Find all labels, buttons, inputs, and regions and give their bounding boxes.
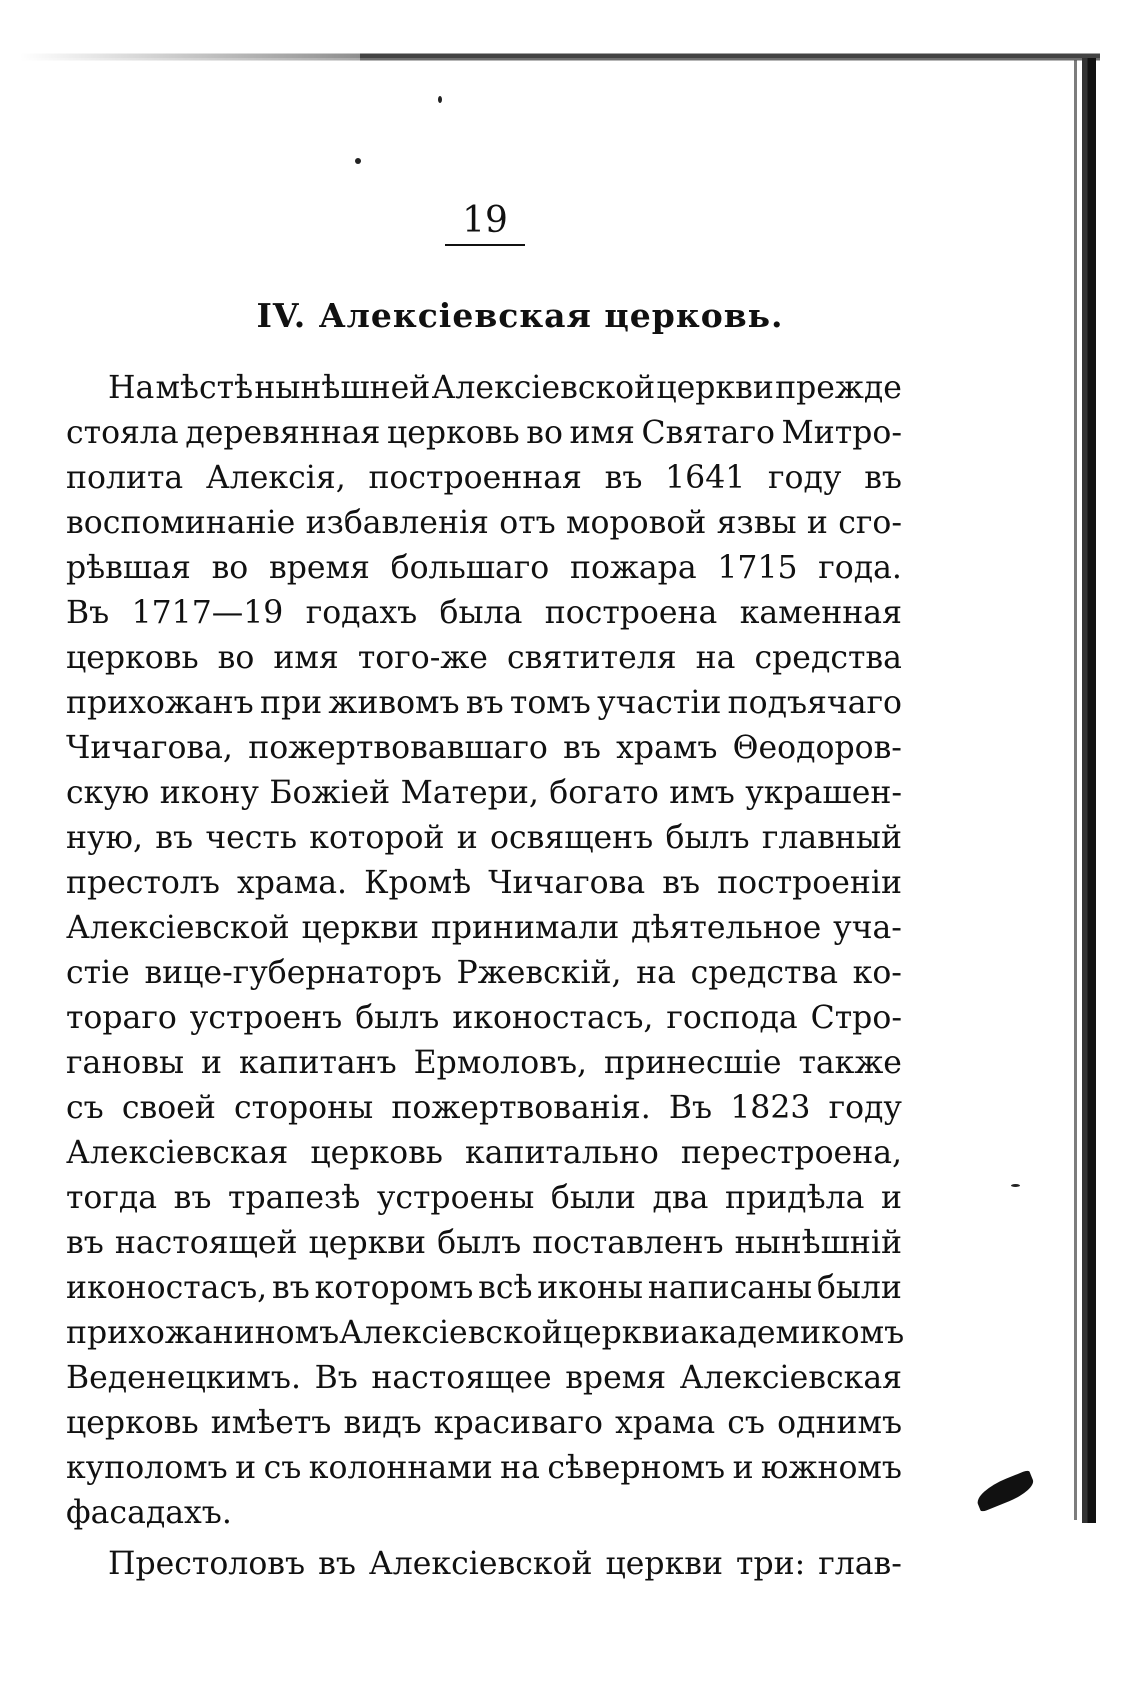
word: храма (615, 1405, 716, 1441)
word: устроены (376, 1180, 535, 1216)
word: иконостасъ, (66, 1270, 268, 1306)
word: капитально (465, 1135, 659, 1171)
word: года. (818, 550, 902, 586)
word: имя (569, 415, 635, 451)
text-line (66, 1491, 902, 1536)
word: Престоловъ (108, 1546, 306, 1582)
word: пожертвовавшаго (248, 730, 548, 766)
word: моровой (566, 505, 707, 541)
word: святителя (507, 640, 677, 676)
word: въ (155, 820, 194, 856)
text-line (66, 726, 902, 771)
word: имѣетъ (210, 1405, 332, 1441)
word: Алексіевской (339, 1315, 563, 1351)
word: стіе (66, 955, 130, 991)
text-line (66, 1131, 902, 1176)
word: время (268, 550, 370, 586)
text-line (66, 591, 902, 636)
word: Въ (668, 1090, 713, 1126)
word: Ржевскій, (456, 955, 622, 991)
word: построенная (368, 460, 582, 496)
word: въ (604, 460, 643, 496)
word: честь (205, 820, 297, 856)
word: однимъ (777, 1405, 902, 1441)
word: которомъ (314, 1270, 474, 1306)
word: уча- (833, 910, 902, 946)
word: иконы (537, 1270, 643, 1306)
word: время (565, 1360, 667, 1396)
word: подъячаго (727, 685, 902, 721)
scan-speck (1011, 1184, 1020, 1187)
word: нынѣшней (254, 370, 431, 406)
word: въ (173, 1180, 212, 1216)
word: прежде (775, 370, 902, 406)
word: въ (465, 685, 504, 721)
word: Чичагова, (66, 730, 233, 766)
text-line (66, 501, 902, 546)
word: и (235, 1450, 257, 1486)
word: тораго (66, 1000, 177, 1036)
word: Веденецкимъ. (66, 1360, 301, 1396)
word: видъ (343, 1405, 422, 1441)
word: и (880, 1180, 902, 1216)
word: съ (66, 1090, 104, 1126)
body-text (66, 366, 905, 1587)
text-line (66, 951, 902, 996)
word: церкви (605, 1546, 723, 1582)
word: главный (761, 820, 902, 856)
word: Алексіевская (66, 1135, 289, 1171)
word: капитанъ (239, 1045, 397, 1081)
word: имя (273, 640, 339, 676)
word: 1715 (717, 550, 798, 586)
word: Алексія, (205, 460, 346, 496)
word: большаго (390, 550, 550, 586)
word: участіи (597, 685, 722, 721)
word: средства (690, 955, 838, 991)
word: сѣверномъ (547, 1450, 726, 1486)
text-line (66, 1086, 902, 1131)
word: Божіей (269, 775, 391, 811)
word: 1717—19 (131, 595, 284, 631)
word: Митро- (781, 415, 902, 451)
word: построеніи (717, 865, 902, 901)
word: красиваго (433, 1405, 604, 1441)
word: язвы (716, 505, 797, 541)
word: академикомъ (680, 1315, 905, 1351)
word: въ (66, 1225, 104, 1261)
word: былъ (437, 1225, 522, 1261)
word: куполомъ (66, 1450, 228, 1486)
word: на (500, 1450, 540, 1486)
word: богато (549, 775, 659, 811)
word: въ (662, 865, 701, 901)
word: были (816, 1270, 902, 1306)
word: живомъ (328, 685, 460, 721)
text-line (66, 861, 902, 906)
word: были (550, 1180, 636, 1216)
word: во (526, 415, 563, 451)
word: церкви (562, 1315, 681, 1351)
word: украшен- (745, 775, 902, 811)
page-number: 19 (462, 200, 508, 241)
word: на (636, 955, 676, 991)
word: году (768, 460, 842, 496)
word: ную, (66, 820, 143, 856)
word: Ермоловъ, (413, 1045, 588, 1081)
text-line (66, 1356, 902, 1401)
word: Стро- (810, 1000, 902, 1036)
scan-ink-smudge (973, 1470, 1037, 1513)
word: икону (159, 775, 259, 811)
word: 1641 (665, 460, 746, 496)
word: иконостасъ, (452, 1000, 654, 1036)
word: пожара (569, 550, 697, 586)
word: церкви (308, 1225, 427, 1261)
word: и (456, 820, 478, 856)
word: 1823 (730, 1090, 811, 1126)
word: отъ (499, 505, 556, 541)
word: Алексіевская (679, 1360, 902, 1396)
word: настоящей (114, 1225, 298, 1261)
word: Кромѣ (364, 865, 472, 901)
word: и (732, 1450, 754, 1486)
word: былъ (665, 820, 750, 856)
word: рѣвшая (66, 550, 191, 586)
word: во (217, 640, 255, 676)
word: стороны (233, 1090, 374, 1126)
word: колоннами (308, 1450, 493, 1486)
word: своей (121, 1090, 216, 1126)
word: два (652, 1180, 709, 1216)
word: южномъ (761, 1450, 902, 1486)
text-line (66, 1446, 902, 1491)
word: церковь (66, 1405, 199, 1441)
text-line (66, 906, 902, 951)
word: избавленія (305, 505, 489, 541)
word: полита (66, 460, 184, 496)
text-line (66, 456, 902, 501)
word: каменная (739, 595, 902, 631)
word: того-же (357, 640, 488, 676)
word: Θеодоров- (732, 730, 902, 766)
word: съ (263, 1450, 302, 1486)
word: три: (736, 1546, 806, 1582)
word: Алексіевской (66, 910, 290, 946)
scan-right-edge-line (1074, 60, 1077, 1520)
word: годахъ (305, 595, 418, 631)
word: съ (727, 1405, 765, 1441)
word: которой (309, 820, 445, 856)
word: освященъ (490, 820, 654, 856)
word: при (259, 685, 323, 721)
word: господа (666, 1000, 798, 1036)
word: въ (563, 730, 601, 766)
word: принесшіе (604, 1045, 782, 1081)
word: глав- (818, 1546, 902, 1582)
word: церкви (301, 910, 419, 946)
word: всѣ (478, 1270, 533, 1306)
text-line (66, 1266, 902, 1311)
word: принимали (430, 910, 620, 946)
word: Въ (314, 1360, 358, 1396)
word: средства (754, 640, 902, 676)
text-line (66, 546, 902, 591)
word: и (201, 1045, 223, 1081)
word: церкви (656, 370, 774, 406)
word: ко- (852, 955, 902, 991)
text-line (66, 1542, 902, 1587)
word: мѣстѣ (155, 370, 254, 406)
word: нынѣшній (734, 1225, 902, 1261)
scan-right-edge (1082, 58, 1096, 1523)
word: воспоминаніе (66, 505, 296, 541)
word: трапезѣ (228, 1180, 361, 1216)
text-line (66, 816, 902, 861)
word: и (806, 505, 828, 541)
text-line (66, 411, 902, 456)
scan-top-edge-fade (20, 44, 360, 66)
word: году (828, 1090, 902, 1126)
word: Алексіевской (431, 370, 656, 406)
text-line (66, 1041, 902, 1086)
word: въ (864, 460, 902, 496)
word: Святаго (641, 415, 775, 451)
word: въ (318, 1546, 356, 1582)
word: перестроена, (680, 1135, 902, 1171)
word: придѣла (725, 1180, 865, 1216)
word: скую (66, 775, 150, 811)
text-line (66, 681, 902, 726)
word: деревянная (185, 415, 381, 451)
word: храма. (236, 865, 347, 901)
word: церковь (387, 415, 520, 451)
word: гановы (66, 1045, 185, 1081)
word: написаны (647, 1270, 813, 1306)
word: поставленъ (532, 1225, 724, 1261)
section-heading: IV. Алексіевская церковь. (256, 296, 784, 335)
word: Въ (66, 595, 110, 631)
text-line (66, 771, 902, 816)
word: церковь (66, 640, 199, 676)
text-line (66, 1401, 902, 1446)
word: также (798, 1045, 902, 1081)
word: построена (544, 595, 718, 631)
word: вице-губернаторъ (144, 955, 442, 991)
text-line (66, 366, 902, 411)
word: томъ (509, 685, 591, 721)
word: На (108, 370, 155, 406)
word: тогда (66, 1180, 158, 1216)
word: престолъ (66, 865, 220, 901)
word: прихожаниномъ (66, 1315, 340, 1351)
word: былъ (355, 1000, 440, 1036)
scan-speck (355, 158, 361, 164)
word: дѣятельное (631, 910, 822, 946)
word: въ (271, 1270, 310, 1306)
page-number-underline (445, 244, 525, 246)
text-line (66, 1311, 905, 1356)
text-line (66, 636, 902, 681)
word: настоящее (371, 1360, 552, 1396)
word: сго- (838, 505, 902, 541)
text-line (66, 1176, 902, 1221)
word: устроенъ (189, 1000, 343, 1036)
word: на (695, 640, 736, 676)
word: стояла (66, 415, 179, 451)
word: во (211, 550, 249, 586)
word: храмъ (616, 730, 718, 766)
word: была (439, 595, 523, 631)
scan-speck (438, 96, 442, 103)
word: прихожанъ (66, 685, 254, 721)
text-line (66, 1221, 902, 1266)
word: Чичагова (488, 865, 646, 901)
word: Алексіевской (368, 1546, 593, 1582)
text-line (66, 996, 902, 1041)
word: пожертвованія. (391, 1090, 651, 1126)
word: фасадахъ. (66, 1495, 232, 1531)
word: церковь (310, 1135, 443, 1171)
word: имъ (669, 775, 735, 811)
word: Матери, (400, 775, 539, 811)
